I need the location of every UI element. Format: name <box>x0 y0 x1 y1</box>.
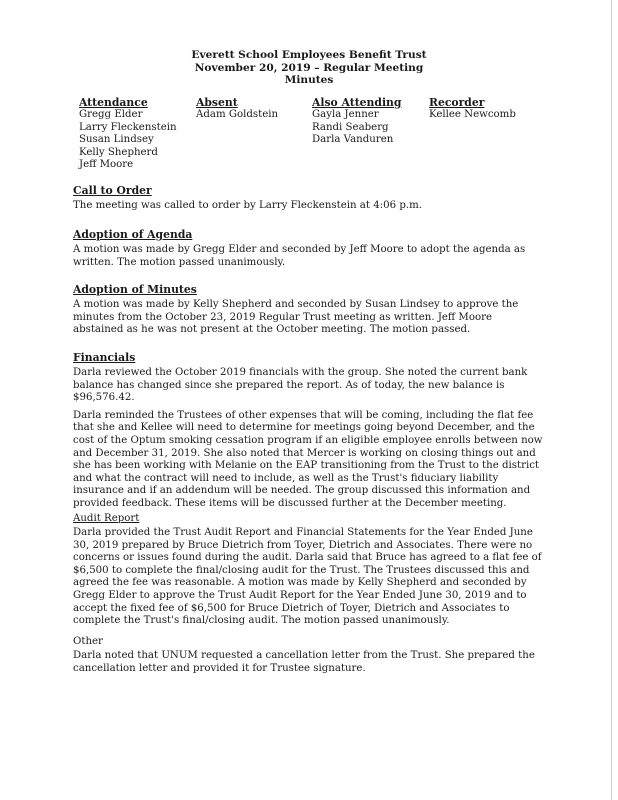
adoption-of-agenda-section <box>73 228 543 269</box>
adoption-of-minutes-heading: Adoption of Minutes <box>73 283 197 296</box>
call-to-order-body: The meeting was called to order by Larry Fleckenstein at 4:06 p.m. <box>73 200 422 211</box>
also-attending-name: Randi Seaberg <box>312 121 389 133</box>
meeting-date-title: November 20, 2019 – Regular Meeting <box>194 61 424 74</box>
financials-paragraph: Darla reviewed the October 2019 financials with the group. She noted the current bank balance has changed since she prepared the report. As of today, the new balance is $96,576.42. <box>73 367 528 404</box>
audit-report-body: Darla provided the Trust Audit Report and Financial Statements for the Year Ended June 30, 2019 prepared by Bruce Dietrich from Toyer, Dietrich and Associates. There were no concerns or issues found during the audit. Darla said that Bruce has agreed to a flat fee of $6,500 to complete the final/closing audit for the Trust. The Trustees discussed this and agreed the fee was reasonable. A motion was made by Kelly Shepherd and seconded by Gregg Elder to approve the Trust Audit Report for the Year Ended June 30, 2019 and to accept the fixed fee of $6,500 for Bruce Dietrich of Toyer, Dietrich and Associates to complete the Trust's final/closing audit. The motion passed unanimously. <box>73 527 542 627</box>
call-to-order-heading: Call to Order <box>73 184 152 197</box>
recorder-column <box>429 97 516 122</box>
attendance-column <box>79 97 177 171</box>
also-attending-heading: Also Attending <box>312 96 402 109</box>
recorder-heading: Recorder <box>429 96 485 109</box>
organization-title: Everett School Employees Benefit Trust <box>191 49 427 61</box>
also-attending-name: Darla Vanduren <box>312 134 394 146</box>
adoption-of-agenda-heading: Adoption of Agenda <box>73 228 193 241</box>
audit-report-heading: Audit Report <box>73 513 140 524</box>
also-attending-column <box>312 97 401 147</box>
attendee-name: Gregg Elder <box>79 109 143 121</box>
other-heading: Other <box>73 636 103 647</box>
financials-paragraph: Darla reminded the Trustees of other expenses that will be coming, including the flat fee that she and Kellee will need to determine for meetings going beyond December, and the cost of the Optum smoking cessation program if an eligible employee enrolls between now and December 31, 2019. She also noted that Mercer is working on closing things out and she has been working with Melanie on the EAP transitioning from the Trust to the district and what the contract will need to include, as well as the Trust's fiduciary liability insurance and if an addendum will be needed. The group discussed this information and provided feedback. These items will be discussed further at the December meeting. <box>73 409 543 509</box>
attendee-name: Jeff Moore <box>79 159 134 171</box>
attendee-name: Kelly Shepherd <box>79 146 158 158</box>
other-body: Darla noted that UNUM requested a cancellation letter from the Trust. She prepared the cancellation letter and provided it for Trustee signature. <box>73 650 535 674</box>
absent-heading: Absent <box>196 96 238 109</box>
call-to-order-section <box>73 184 543 213</box>
adoption-of-minutes-section <box>73 283 543 337</box>
audit-report-section <box>73 513 543 628</box>
financials-section <box>73 351 543 511</box>
financials-heading: Financials <box>73 351 136 364</box>
other-section <box>73 636 543 675</box>
attendance-heading: Attendance <box>79 96 148 109</box>
attendee-name: Susan Lindsey <box>79 134 154 146</box>
adoption-of-minutes-body: A motion was made by Kelly Shepherd and seconded by Susan Lindsey to approve the minutes from the October 23, 2019 Regular Trust meeting as written. Jeff Moore abstained as he was not present at the October meeting. The motion passed. <box>73 299 519 336</box>
recorder-name: Kellee Newcomb <box>429 109 516 121</box>
adoption-of-agenda-body: A motion was made by Gregg Elder and seconded by Jeff Moore to adopt the agenda as written. The motion passed unanimously. <box>73 244 526 268</box>
absent-column <box>196 97 278 122</box>
document-type-title: Minutes <box>284 74 334 86</box>
also-attending-name: Gayla Jenner <box>312 109 379 121</box>
absent-name: Adam Goldstein <box>196 109 279 121</box>
document-header <box>0 49 618 87</box>
scan-edge-divider <box>611 0 612 800</box>
attendee-name: Larry Fleckenstein <box>79 121 177 133</box>
